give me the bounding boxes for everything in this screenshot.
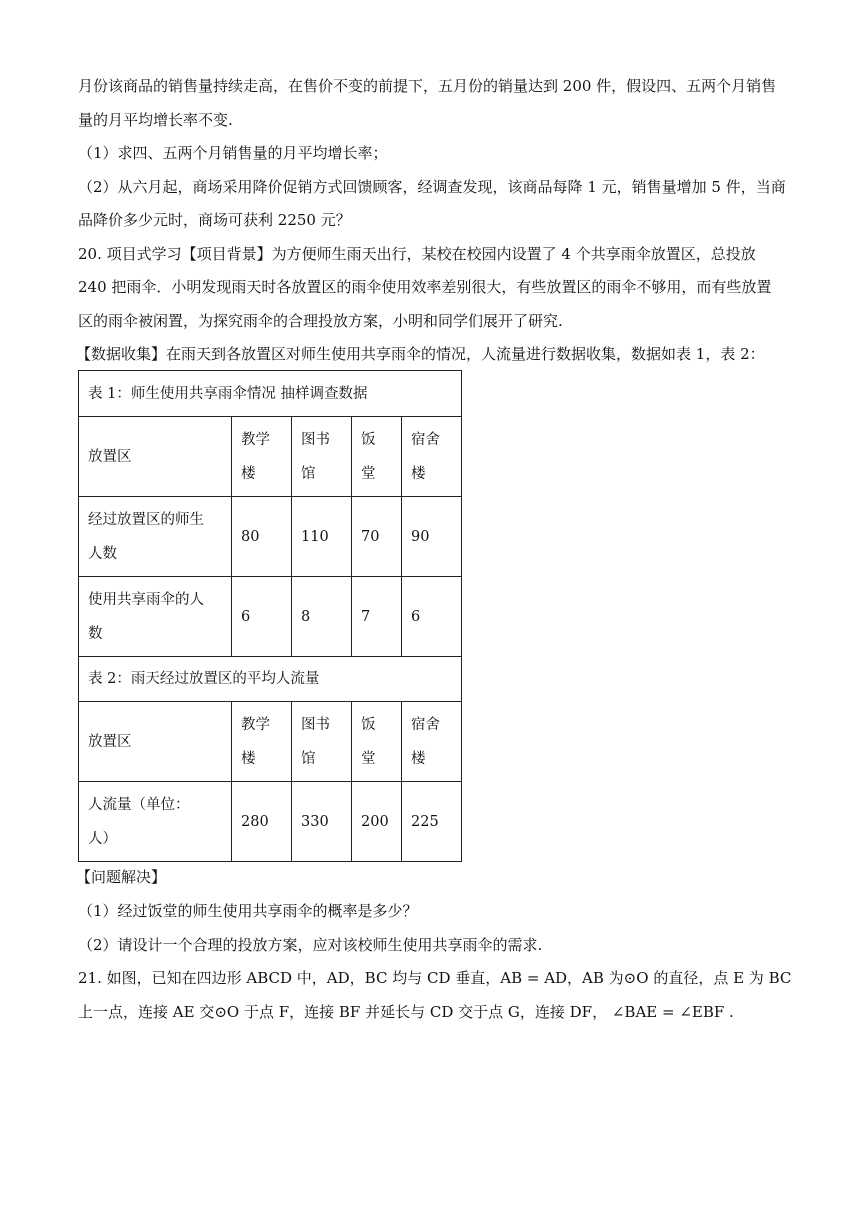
table2-col-header: 宿舍 楼 <box>402 702 462 782</box>
q20-text-line-2: 240 把雨伞．小明发现雨天时各放置区的雨伞使用效率差别很大，有些放置区的雨伞不够用，而有些放置 <box>78 278 772 296</box>
table-cell: 200 <box>352 782 402 862</box>
q19-text-line-1: 月份该商品的销售量持续走高，在售价不变的前提下，五月份的销量达到 200 件，假设四、五两个月销售 <box>78 77 777 95</box>
q19-part-2-line-2: 品降价多少元时，商场可获利 2250 元？ <box>78 211 351 229</box>
table-cell: 90 <box>402 497 462 577</box>
table-cell: 330 <box>292 782 352 862</box>
table1-col-header: 图书 馆 <box>292 417 352 497</box>
table2-header-row <box>79 702 462 782</box>
q20-part-2: （2）请设计一个合理的投放方案，应对该校师生使用共享雨伞的需求. <box>78 936 543 954</box>
q19-part-1: （1）求四、五两个月销售量的月平均增长率； <box>78 144 388 162</box>
table-cell: 6 <box>402 577 462 657</box>
table-cell: 8 <box>292 577 352 657</box>
table2-col-header: 饭 堂 <box>352 702 402 782</box>
data-table <box>78 370 462 862</box>
table-cell: 280 <box>232 782 292 862</box>
table1-header-row <box>79 417 462 497</box>
q20-part-1: （1）经过饭堂的师生使用共享雨伞的概率是多少？ <box>78 902 418 920</box>
table1-row <box>79 497 462 577</box>
table2-header-label: 放置区 <box>79 702 232 782</box>
q20-data-collection: 【数据收集】在雨天到各放置区对师生使用共享雨伞的情况，人流量进行数据收集，数据如表 1，表 2： <box>76 345 765 363</box>
table1-row-label: 使用共享雨伞的人 数 <box>79 577 232 657</box>
q20-text-line-3: 区的雨伞被闲置，为探究雨伞的合理投放方案，小明和同学们展开了研究. <box>78 312 563 330</box>
table1-col-header: 宿舍 楼 <box>402 417 462 497</box>
table2-title: 表 2：雨天经过放置区的平均人流量 <box>79 657 462 702</box>
q20-problem-solving: 【问题解决】 <box>76 868 167 886</box>
table1-title-row <box>79 371 462 417</box>
table-cell: 110 <box>292 497 352 577</box>
table2-row-label: 人流量（单位： 人） <box>79 782 232 862</box>
table2-title-row <box>79 657 462 702</box>
table-cell: 6 <box>232 577 292 657</box>
table1-header-label: 放置区 <box>79 417 232 497</box>
q19-text-line-2: 量的月平均增长率不变. <box>78 111 233 129</box>
q21-text-line-2: 上一点，连接 AE 交⊙O 于点 F，连接 BF 并延长与 CD 交于点 G，连接 DF， ∠BAE = ∠EBF . <box>78 1003 734 1021</box>
table-cell: 70 <box>352 497 402 577</box>
q20-text-line-1: 20. 项目式学习【项目背景】为方便师生雨天出行，某校在校园内设置了 4 个共享雨伞放置区，总投放 <box>78 245 756 263</box>
table1-title: 表 1：师生使用共享雨伞情况 抽样调查数据 <box>79 371 462 417</box>
table-cell: 80 <box>232 497 292 577</box>
table-cell: 7 <box>352 577 402 657</box>
table2-col-header: 图书 馆 <box>292 702 352 782</box>
table1-col-header: 饭 堂 <box>352 417 402 497</box>
table2-col-header: 教学 楼 <box>232 702 292 782</box>
table-cell: 225 <box>402 782 462 862</box>
table1-col-header: 教学 楼 <box>232 417 292 497</box>
q21-text-line-1: 21. 如图，已知在四边形 ABCD 中，AD，BC 均与 CD 垂直，AB = AD，AB 为⊙O 的直径，点 E 为 BC <box>78 969 792 987</box>
table1-row-label: 经过放置区的师生 人数 <box>79 497 232 577</box>
table1-row <box>79 577 462 657</box>
table2-row <box>79 782 462 862</box>
q19-part-2-line-1: （2）从六月起，商场采用降价促销方式回馈顾客，经调查发现，该商品每降 1 元，销售量增加 5 件，当商 <box>78 178 786 196</box>
